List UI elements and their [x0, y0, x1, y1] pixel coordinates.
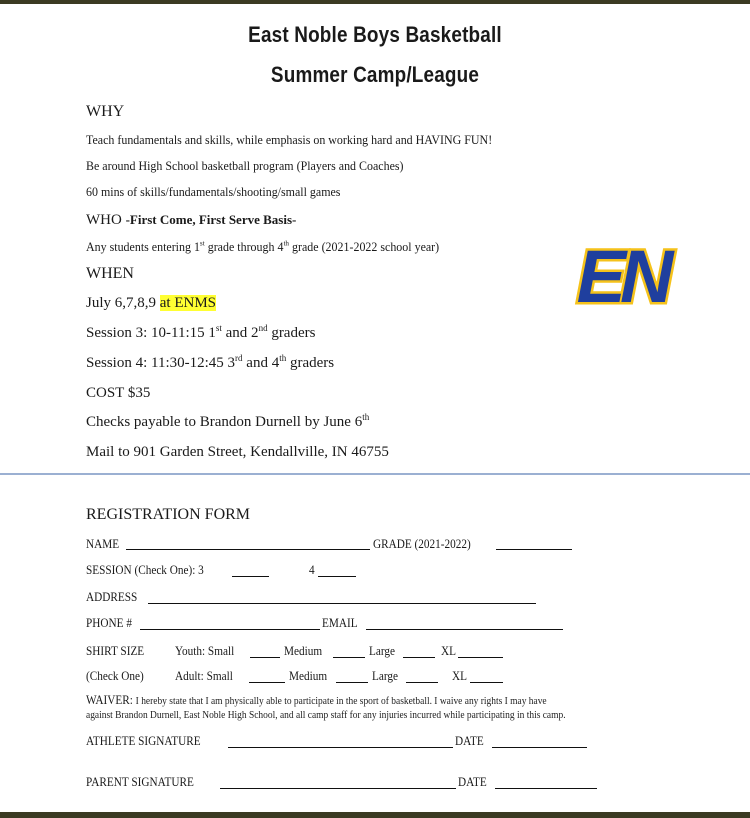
- adult-xl-label: XL: [452, 669, 468, 683]
- youth-medium-field[interactable]: [333, 657, 365, 658]
- phone-label: PHONE #: [86, 616, 132, 630]
- address-label: ADDRESS: [86, 590, 138, 604]
- session-3-field[interactable]: [232, 576, 269, 577]
- who-note: -First Come, First Serve Basis-: [125, 212, 297, 227]
- email-field[interactable]: [366, 629, 563, 630]
- adult-xl-field[interactable]: [470, 682, 503, 683]
- youth-xl-label: XL: [441, 644, 457, 658]
- grade-label: GRADE (2021-2022): [373, 537, 471, 551]
- grade-field[interactable]: [496, 549, 572, 550]
- adult-small-label: Adult: Small: [175, 669, 233, 683]
- when-heading: WHEN: [86, 265, 134, 282]
- waiver-text-1: I hereby state that I am physically able to participate in the sport of basketball. I waive any rights I may have: [135, 696, 547, 707]
- top-border: [0, 0, 750, 4]
- who-line: Any students entering 1st grade through 4th grade (2021-2022 school year): [86, 238, 440, 254]
- youth-small-label: Youth: Small: [175, 644, 235, 658]
- bottom-border: [0, 812, 750, 818]
- page-subtitle: Summer Camp/League: [270, 62, 480, 87]
- why-line-3: 60 mins of skills/fundamentals/shooting/small games: [86, 184, 341, 199]
- why-line-2: Be around High School basketball program (Players and Coaches): [86, 158, 404, 173]
- waiver-text-2: against Brandon Durnell, East Noble High School, and all camp staff for any injuries incurred while participating in this camp.: [86, 710, 566, 721]
- email-label: EMAIL: [322, 616, 358, 630]
- location-highlight: at ENMS: [159, 295, 217, 311]
- athlete-signature-label: ATHLETE SIGNATURE: [86, 734, 201, 748]
- youth-small-field[interactable]: [250, 657, 280, 658]
- section-divider: [0, 473, 750, 475]
- session-4-line: Session 4: 11:30-12:45 3rd and 4th graders: [86, 353, 335, 371]
- athlete-date-label: DATE: [455, 734, 484, 748]
- form-heading: REGISTRATION FORM: [86, 506, 251, 523]
- checks-line: Checks payable to Brandon Durnell by June 6th: [86, 412, 370, 430]
- page-title: East Noble Boys Basketball: [248, 22, 502, 47]
- dates: July 6,7,8,9: [86, 295, 160, 311]
- why-heading: WHY: [86, 103, 125, 120]
- parent-date-label: DATE: [458, 775, 487, 789]
- youth-xl-field[interactable]: [458, 657, 503, 658]
- session-4-field[interactable]: [318, 576, 356, 577]
- why-line-1: Teach fundamentals and skills, while emphasis on working hard and HAVING FUN!: [86, 132, 493, 147]
- mail-line: Mail to 901 Garden Street, Kendallville, IN 46755: [86, 444, 389, 460]
- athlete-signature-field[interactable]: [228, 747, 453, 748]
- youth-medium-label: Medium: [284, 644, 323, 658]
- session-label: SESSION (Check One): 3: [86, 563, 204, 577]
- who-label: WHO: [86, 212, 122, 228]
- logo-text: EN: [576, 236, 668, 312]
- name-field[interactable]: [126, 549, 370, 550]
- parent-date-field[interactable]: [495, 788, 597, 789]
- youth-large-label: Large: [369, 644, 396, 658]
- dates-line: [86, 295, 216, 312]
- en-logo-icon: [552, 236, 692, 312]
- adult-large-field[interactable]: [406, 682, 438, 683]
- session-4-label: 4: [309, 563, 315, 577]
- waiver-label: WAIVER:: [86, 693, 133, 707]
- athlete-date-field[interactable]: [492, 747, 587, 748]
- name-label: NAME: [86, 537, 120, 551]
- adult-small-field[interactable]: [249, 682, 285, 683]
- address-field[interactable]: [148, 603, 536, 604]
- check-one-label: (Check One): [86, 669, 144, 683]
- youth-large-field[interactable]: [403, 657, 435, 658]
- parent-signature-label: PARENT SIGNATURE: [86, 775, 194, 789]
- phone-field[interactable]: [140, 629, 320, 630]
- parent-signature-field[interactable]: [220, 788, 456, 789]
- cost-line: COST $35: [86, 385, 151, 401]
- adult-medium-label: Medium: [289, 669, 328, 683]
- waiver-line-1: [86, 693, 547, 708]
- adult-large-label: Large: [372, 669, 399, 683]
- adult-medium-field[interactable]: [336, 682, 368, 683]
- who-heading: [86, 212, 296, 229]
- shirt-size-label: SHIRT SIZE: [86, 644, 145, 658]
- session-3-line: Session 3: 10-11:15 1st and 2nd graders: [86, 323, 316, 341]
